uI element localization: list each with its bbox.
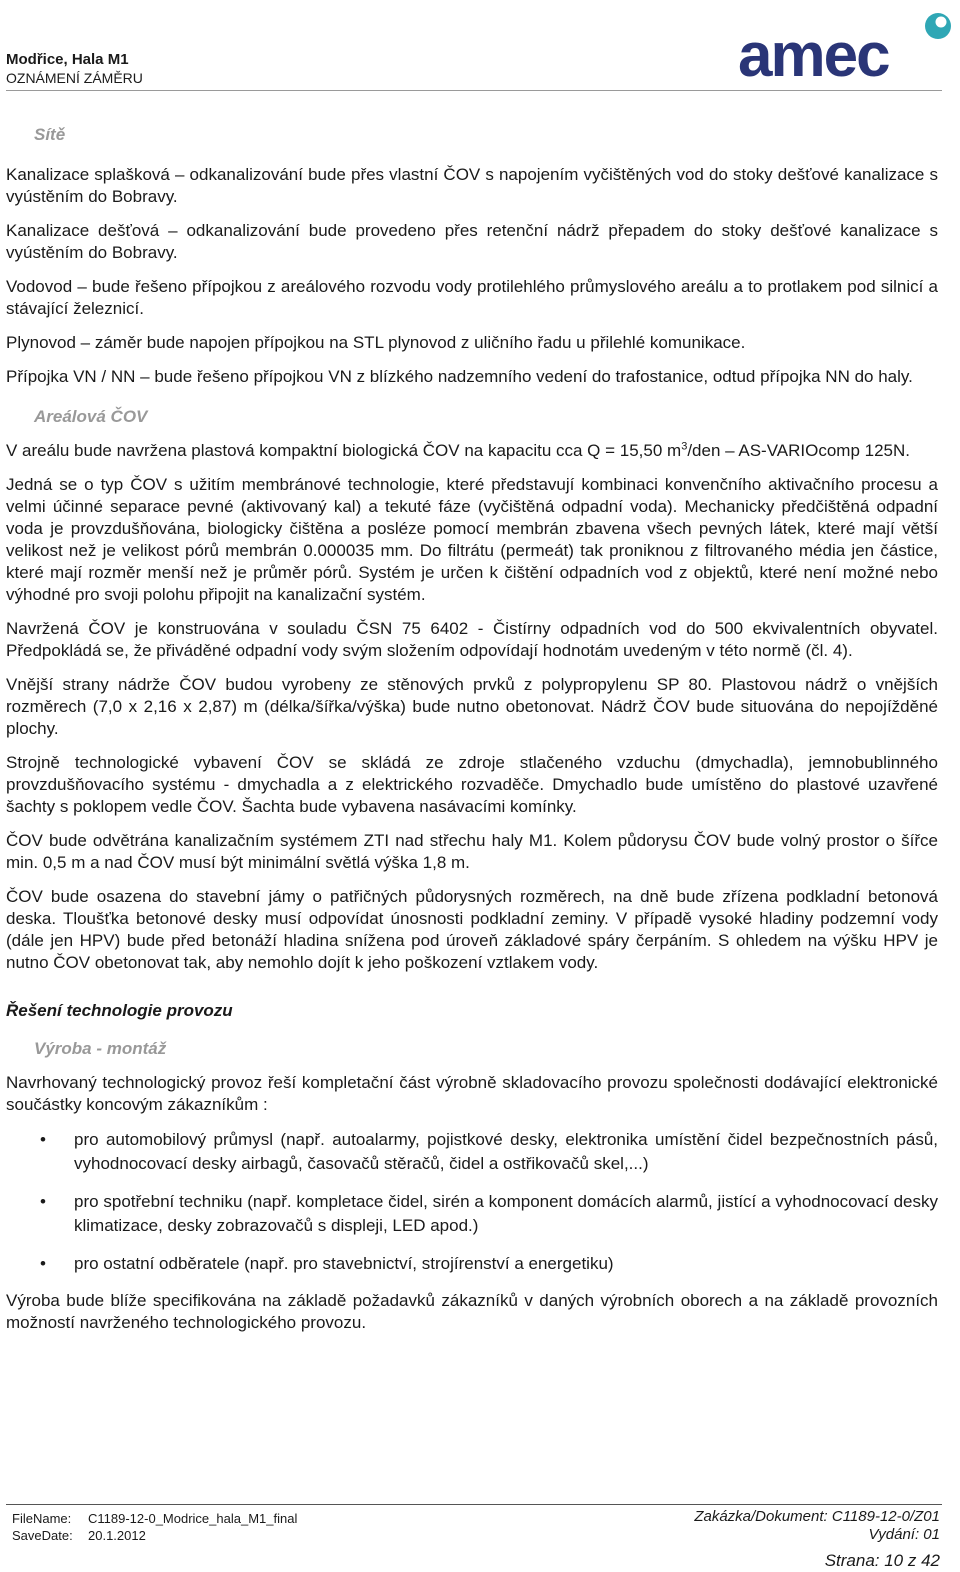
filename-label: FileName: [12,1511,72,1526]
filename-value: C1189-12-0_Modrice_hala_M1_final [88,1511,298,1526]
logo-text: amec [738,21,889,86]
list-item: • pro spotřební techniku (např. kompletace čidel, sirén a komponent domácích alarmů, jistící a vyhodnocovací desky klimatizace, desky zobrazovačů s displeji, LED apod.) [40,1192,938,1235]
cov-capacity-text: V areálu bude navržena plastová kompaktní biologická ČOV na kapacitu cca Q = 15,50 m [6,441,682,460]
savedate-label: SaveDate: [12,1528,73,1543]
paragraph: Strojně technologické vybavení ČOV se skládá ze zdroje stlačeného vzduchu (dmychadla), jemnobublinného provzdušňovacího systému - dmychadla a z elektrického rozvaděče. Dmychadlo bude umístěno do plastové uzavřené šachty s poklopem vedle ČOV. Šachta bude vybavena nasávacími komínky. [6,753,938,816]
document-number: Zakázka/Dokument: C1189-12-0/Z01 [694,1508,940,1525]
header-subtitle: OZNÁMENÍ ZÁMĚRU [6,70,143,86]
edition-number: Vydání: 01 [868,1526,940,1543]
section-heading-technology: Řešení technologie provozu [6,1001,233,1020]
paragraph: ČOV bude osazena do stavební jámy o patřičných půdorysných rozměrech, na dně bude zřízena podkladní betonová deska. Tloušťka betonové desky musí odpovídat únosnosti podkladní zeminy. V případě vysoké hladiny podzemní vody (dále jen HPV) bude před betonáží hladina snížena pod úroveň základové spáry čerpáním. S ohledem na výšku HPV je nutno ČOV obetonovat tak, aby nemohlo dojít k jeho poškození vztlakem vody. [6,887,938,972]
list-item: • pro ostatní odběratele (např. pro stavebnictví, strojírenství a energetiku) [6,1252,938,1276]
savedate-value: 20.1.2012 [88,1528,146,1543]
footer-file-info [12,1510,297,1544]
bullet-list [6,1128,938,1276]
paragraph: ČOV bude odvětrána kanalizačním systémem ZTI nad střechu haly M1. Kolem půdorysu ČOV bude volný prostor o šířce min. 0,5 m a nad ČOV musí být minimální světlá výška 1,8 m. [6,831,938,872]
header-title: Modřice, Hala M1 [6,51,129,68]
subsection-heading-production: Výroba - montáž [34,1039,167,1058]
amec-logo [738,4,954,86]
page-number: Strana: 10 z 42 [824,1551,940,1570]
bullet-icon: • [40,1254,46,1273]
paragraph: Výroba bude blíže specifikována na základě požadavků zákazníků v daných výrobních oborech a na základě provozních možností navrženého technologického provozu. [6,1291,938,1332]
paragraph: Navrhovaný technologický provoz řeší kompletační část výrobně skladovacího provozu společnosti dodávající elektronické součástky koncovým zákazníkům : [6,1073,938,1114]
paragraph: Přípojka VN / NN – bude řešeno přípojkou VN z blízkého nadzemního vedení do trafostanice, odtud přípojka NN do haly. [6,367,913,386]
footer-document-info [694,1508,940,1572]
bullet-icon: • [40,1192,46,1211]
list-item: • pro automobilový průmysl (např. autoalarmy, pojistkové desky, elektronika umístění čidel bezpečnostních pásů, vyhodnocovací desky airbagů, časovačů stěračů, čidel a ostřikovačů skel,...) [40,1130,938,1173]
paragraph: Jedná se o typ ČOV s užitím membránové technologie, které představují kombinaci konvenčního aktivačního procesu a velmi účinné separace pevné (aktivovaný kal) a tekuté fáze (vyčištěná odpadní voda). Mechanicky předčištěná odpadní voda je provzdušňována, biologicky čištěna a posléze pomocí membrán zbavena všech pevných látek, které mají větší velikost než je velikost pórů membrán 0.000035 mm. Do filtrátu (permeát) tak proniknou z filtrovaného média jen částice, které mají rozměr menší než je průměr pórů. Systém je určen k čištění odpadních vod z objektů, které není možné nebo výhodné pro svoji polohu připojit na kanalizační systém. [6,475,938,604]
section-heading-cov: Areálová ČOV [34,407,148,426]
bullet-icon: • [40,1130,46,1149]
paragraph: Vodovod – bude řešeno přípojkou z areálového rozvodu vody protilehlého průmyslového areálu a to protlakem pod silnicí a stávající železnicí. [6,277,938,318]
paragraph: Vnější strany nádrže ČOV budou vyrobeny ze stěnových prvků z polypropylenu SP 80. Plastovou nádrž o vnějších rozměrech (7,0 x 2,16 x 2,87) m (délka/šířka/výška) bude nutno obetonovat. Nádrž ČOV bude situována do nepojížděné plochy. [6,675,938,738]
paragraph: Kanalizace dešťová – odkanalizování bude provedeno přes retenční nádrž přepadem do stoky dešťové kanalizace s vyústěním do Bobravy. [6,221,938,262]
document-body [6,124,938,1346]
paragraph [6,440,938,462]
header-divider [6,90,942,91]
cov-capacity-unit: /den – AS-VARIOcomp 125N. [687,441,911,460]
section-heading-site: Sítě [34,125,66,144]
footer-divider [6,1504,942,1505]
superscript: 3 [681,440,688,453]
paragraph: Plynovod – záměr bude napojen přípojkou na STL plynovod z uličního řadu u přilehlé komunikace. [6,333,746,352]
paragraph: Kanalizace splašková – odkanalizování bude přes vlastní ČOV s napojením vyčištěných vod do stoky dešťové kanalizace s vyústěním do Bobravy. [6,165,938,206]
paragraph: Navržená ČOV je konstruována v souladu ČSN 75 6402 - Čistírny odpadních vod do 500 ekvivalentních obyvatel. Předpokládá se, že přiváděné odpadní vody svým složením odpovídají hodnotám uvedeným v této normě (čl. 4). [6,619,938,660]
